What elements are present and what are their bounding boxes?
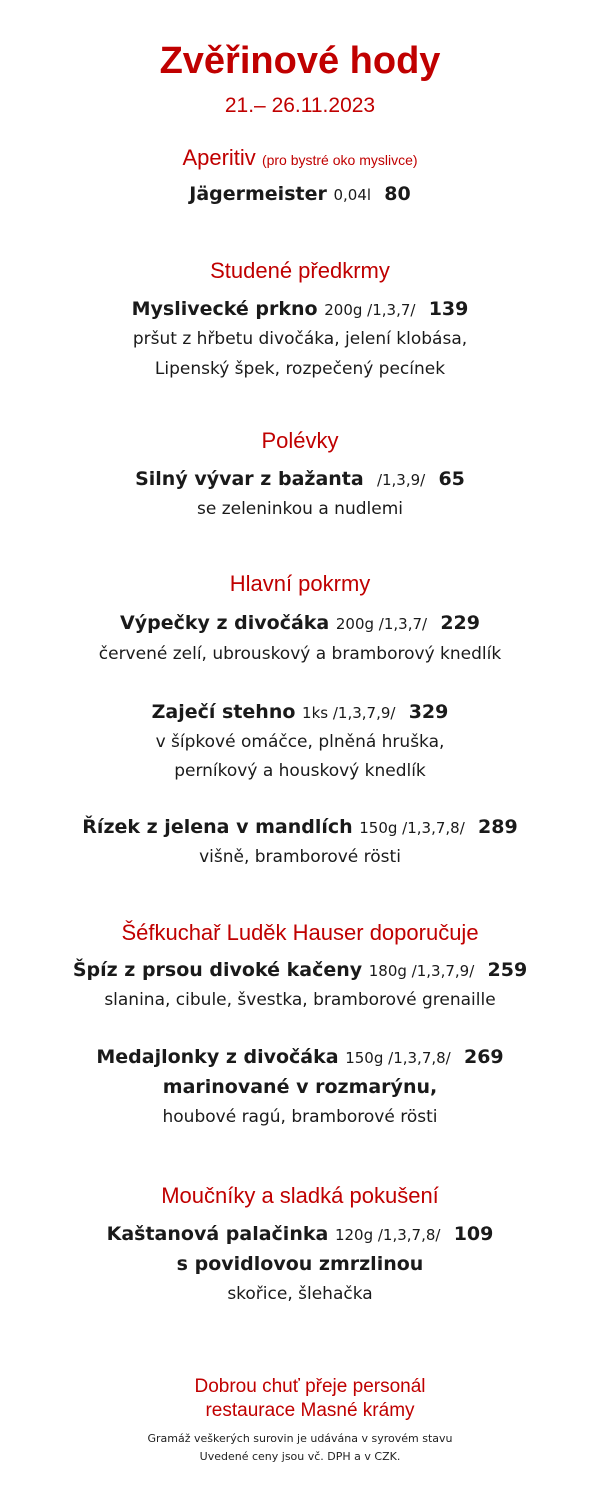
item-price: 259 — [487, 959, 528, 981]
item-price: 65 — [438, 468, 465, 490]
footer-greeting: Dobrou chuť přeje personál — [194, 1376, 426, 1397]
event-dates: 21.– 26.11.2023 — [224, 94, 376, 117]
menu-item-medajlonky — [0, 1046, 600, 1068]
item-meta: 200g /1,3,7/ — [324, 301, 416, 319]
section-heading-label: Aperitiv — [182, 145, 256, 170]
menu-item-vyvar — [0, 468, 600, 490]
item-name: Kaštanová palačinka — [106, 1223, 329, 1245]
menu-item-rizek-z-jelena — [0, 816, 600, 838]
item-description: skořice, šlehačka — [227, 1284, 373, 1304]
item-meta: 200g /1,3,7/ — [335, 615, 428, 633]
item-description: perníkový a houskový knedlík — [174, 761, 426, 781]
menu-item-palacinka — [0, 1223, 600, 1245]
menu-item-spiz-kachna — [0, 959, 600, 981]
section-heading-desserts: Moučníky a sladká pokušení — [161, 1183, 439, 1208]
item-price: 80 — [384, 183, 411, 205]
item-name-continued: marinované v rozmarýnu, — [162, 1076, 438, 1098]
item-name: Zaječí stehno — [151, 701, 296, 723]
item-price: 329 — [408, 701, 449, 723]
item-price: 289 — [478, 816, 518, 838]
section-heading-note: (pro bystré oko myslivce) — [261, 152, 418, 168]
menu-item-myslivecke-prkno — [0, 298, 600, 320]
item-description: slanina, cibule, švestka, bramborové grenaille — [104, 990, 496, 1010]
item-description: se zeleninkou a nudlemi — [196, 499, 403, 519]
section-heading-cold: Studené předkrmy — [210, 258, 390, 283]
section-heading-soups: Polévky — [261, 428, 339, 453]
item-name: Špíz z prsou divoké kačeny — [72, 959, 363, 981]
item-description: v šípkové omáčce, plněná hruška, — [155, 732, 445, 752]
section-heading-aperitiv — [0, 145, 600, 171]
section-heading-chef: Šéfkuchař Luděk Hauser doporučuje — [121, 920, 479, 945]
item-price: 229 — [440, 612, 480, 634]
item-name: Silný vývar z bažanta — [135, 468, 364, 490]
footer-note-prices: Uvedené ceny jsou vč. DPH a v CZK. — [199, 1450, 401, 1463]
item-meta: 1ks /1,3,7,9/ — [302, 704, 396, 722]
item-price: 139 — [428, 298, 469, 320]
item-description: houbové ragú, bramborové rösti — [162, 1107, 438, 1127]
menu-item-vypecky — [0, 612, 600, 634]
item-name: Jägermeister — [189, 183, 327, 205]
item-name: Myslivecké prkno — [131, 298, 318, 320]
footer-note-weight: Gramáž veškerých surovin je udávána v syrovém stavu — [147, 1432, 453, 1445]
item-meta: 120g /1,3,7,8/ — [334, 1226, 441, 1244]
item-name: Medajlonky z divočáka — [96, 1046, 339, 1068]
item-price: 109 — [453, 1223, 494, 1245]
item-meta: /1,3,9/ — [376, 471, 426, 489]
section-heading-mains: Hlavní pokrmy — [229, 571, 371, 596]
item-description: Lipenský špek, rozpečený pecínek — [154, 359, 446, 379]
menu-item-jagermeister — [0, 183, 600, 205]
item-description: červené zelí, ubrouskový a bramborový knedlík — [98, 644, 502, 664]
item-name-continued: s povidlovou zmrzlinou — [176, 1253, 424, 1275]
item-meta: 150g /1,3,7,8/ — [359, 819, 465, 837]
item-meta: 180g /1,3,7,9/ — [368, 962, 475, 980]
item-name: Řízek z jelena v mandlích — [82, 816, 353, 838]
item-meta: 0,04l — [333, 186, 372, 204]
item-description: pršut z hřbetu divočáka, jelení klobása, — [132, 329, 468, 349]
menu-item-zajeci-stehno — [0, 701, 600, 723]
footer-restaurant: restaurace Masné krámy — [205, 1400, 415, 1421]
item-price: 269 — [463, 1046, 504, 1068]
item-meta: 150g /1,3,7,8/ — [345, 1049, 451, 1067]
item-description: višně, bramborové rösti — [199, 847, 401, 867]
item-name: Výpečky z divočáka — [120, 612, 330, 634]
menu-title: Zvěřinové hody — [159, 40, 441, 82]
